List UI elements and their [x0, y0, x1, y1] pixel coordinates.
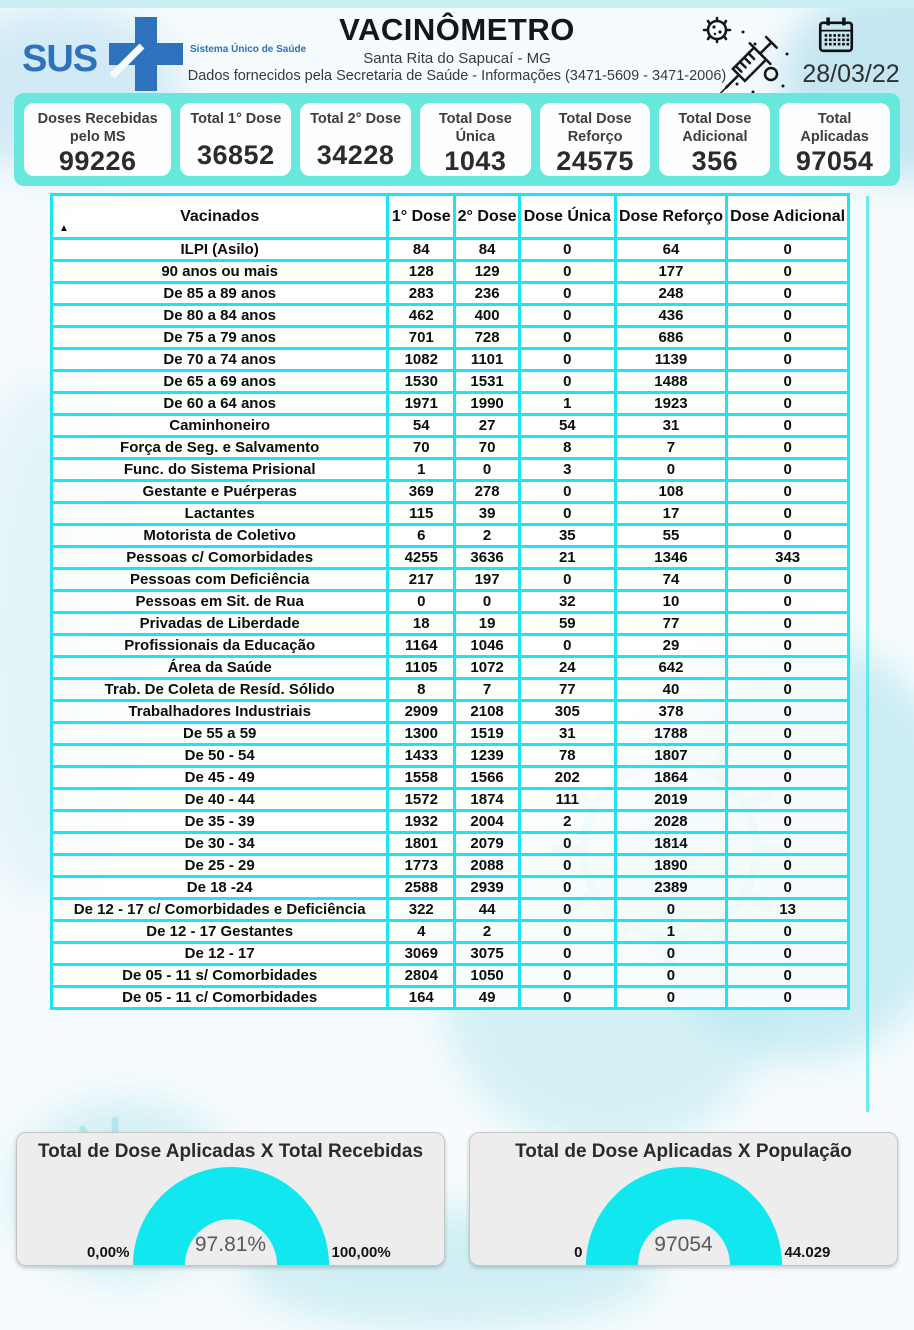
table-row[interactable]: [52, 349, 849, 371]
table-row[interactable]: [52, 371, 849, 393]
row-label: Privadas de Liberdade: [52, 613, 388, 635]
cell-value: 1864: [615, 767, 727, 789]
row-label: Lactantes: [52, 503, 388, 525]
cell-value: 7: [615, 437, 727, 459]
summary-card: [540, 103, 651, 176]
cell-value: 0: [520, 503, 616, 525]
cell-value: 6: [388, 525, 455, 547]
cell-value: 462: [388, 305, 455, 327]
cell-value: 1773: [388, 855, 455, 877]
syringe-virus-icon: [695, 14, 795, 102]
gauge-value: 97.81%: [194, 1233, 267, 1256]
table-row[interactable]: [52, 723, 849, 745]
cell-value: 1519: [455, 723, 520, 745]
summary-bar: [14, 93, 900, 186]
cell-value: 1101: [455, 349, 520, 371]
row-label: De 18 -24: [52, 877, 388, 899]
table-row[interactable]: [52, 833, 849, 855]
page-subtitle-city: Santa Rita do Sapucaí - MG: [363, 50, 551, 67]
cell-value: 0: [520, 327, 616, 349]
cell-value: 0: [520, 943, 616, 965]
cell-value: 2804: [388, 965, 455, 987]
cell-value: 0: [455, 591, 520, 613]
cell-value: 0: [727, 723, 849, 745]
table-row[interactable]: [52, 393, 849, 415]
gauge-min-label: 0: [574, 1244, 583, 1261]
vaccine-table-body: [52, 239, 849, 1009]
cell-value: 2028: [615, 811, 727, 833]
table-row[interactable]: [52, 591, 849, 613]
column-header-vacinados[interactable]: Vacinados ▲: [52, 195, 388, 239]
cell-value: 728: [455, 327, 520, 349]
row-label: De 50 - 54: [52, 745, 388, 767]
cell-value: 31: [520, 723, 616, 745]
cell-value: 1050: [455, 965, 520, 987]
cell-value: 248: [615, 283, 727, 305]
cell-value: 54: [388, 415, 455, 437]
cell-value: 1566: [455, 767, 520, 789]
cell-value: 77: [615, 613, 727, 635]
table-row[interactable]: [52, 987, 849, 1009]
cell-value: 59: [520, 613, 616, 635]
cell-value: 2588: [388, 877, 455, 899]
cell-value: 2004: [455, 811, 520, 833]
page-header: [0, 8, 914, 90]
cell-value: 0: [727, 327, 849, 349]
cell-value: 701: [388, 327, 455, 349]
cell-value: 1530: [388, 371, 455, 393]
cell-value: 1531: [455, 371, 520, 393]
cell-value: 10: [615, 591, 727, 613]
summary-card-value: 99226: [58, 146, 137, 177]
cell-value: 0: [520, 899, 616, 921]
cell-value: 0: [520, 349, 616, 371]
cell-value: 0: [520, 921, 616, 943]
table-row[interactable]: [52, 635, 849, 657]
cell-value: 0: [520, 371, 616, 393]
cell-value: 0: [727, 789, 849, 811]
cell-value: 1: [388, 459, 455, 481]
summary-card: [300, 103, 411, 176]
cell-value: 3069: [388, 943, 455, 965]
cell-value: 0: [727, 349, 849, 371]
row-label: 90 anos ou mais: [52, 261, 388, 283]
cell-value: 2: [455, 921, 520, 943]
cell-value: 400: [455, 305, 520, 327]
cell-value: 642: [615, 657, 727, 679]
cell-value: 1788: [615, 723, 727, 745]
table-row[interactable]: [52, 855, 849, 877]
cell-value: 1932: [388, 811, 455, 833]
row-label: Força de Seg. e Salvamento: [52, 437, 388, 459]
sus-logo-text: SUS: [22, 38, 98, 80]
vaccine-table: [50, 193, 850, 1010]
cell-value: 0: [520, 261, 616, 283]
summary-card: [24, 103, 171, 176]
cell-value: 19: [455, 613, 520, 635]
row-label: ILPI (Asilo): [52, 239, 388, 261]
cell-value: 108: [615, 481, 727, 503]
cell-value: 0: [727, 569, 849, 591]
row-label: Caminhoneiro: [52, 415, 388, 437]
cell-value: 2108: [455, 701, 520, 723]
cell-value: 54: [520, 415, 616, 437]
cell-value: 1082: [388, 349, 455, 371]
table-row[interactable]: [52, 525, 849, 547]
cell-value: 0: [520, 239, 616, 261]
cell-value: 55: [615, 525, 727, 547]
gauge-title: Total de Dose Aplicadas X População: [515, 1141, 852, 1162]
cell-value: 236: [455, 283, 520, 305]
cell-value: 436: [615, 305, 727, 327]
cell-value: 0: [520, 877, 616, 899]
table-row[interactable]: [52, 811, 849, 833]
row-label: De 85 a 89 anos: [52, 283, 388, 305]
cell-value: 0: [727, 283, 849, 305]
row-label: De 35 - 39: [52, 811, 388, 833]
row-label: Pessoas com Deficiência: [52, 569, 388, 591]
cell-value: 1923: [615, 393, 727, 415]
cell-value: 686: [615, 327, 727, 349]
row-label: Motorista de Coletivo: [52, 525, 388, 547]
cell-value: 2939: [455, 877, 520, 899]
table-row[interactable]: [52, 503, 849, 525]
cell-value: 1072: [455, 657, 520, 679]
table-row[interactable]: [52, 767, 849, 789]
cell-value: 24: [520, 657, 616, 679]
column-header-dose-adicional[interactable]: Dose Adicional: [727, 195, 849, 239]
row-label: Pessoas em Sit. de Rua: [52, 591, 388, 613]
cell-value: 177: [615, 261, 727, 283]
cell-value: 1433: [388, 745, 455, 767]
cell-value: 0: [615, 987, 727, 1009]
summary-card-value: 34228: [316, 140, 395, 170]
cell-value: 8: [520, 437, 616, 459]
cell-value: 0: [727, 261, 849, 283]
cell-value: 78: [520, 745, 616, 767]
row-label: Trab. De Coleta de Resíd. Sólido: [52, 679, 388, 701]
cell-value: 0: [727, 745, 849, 767]
cell-value: 0: [727, 811, 849, 833]
cell-value: 1239: [455, 745, 520, 767]
summary-card: [659, 103, 770, 176]
report-date: 28/03/22: [802, 60, 900, 88]
cell-value: 0: [615, 943, 727, 965]
cell-value: 32: [520, 591, 616, 613]
table-row[interactable]: [52, 613, 849, 635]
cell-value: 27: [455, 415, 520, 437]
cell-value: 8: [388, 679, 455, 701]
cell-value: 0: [727, 415, 849, 437]
cell-value: 1300: [388, 723, 455, 745]
cell-value: 17: [615, 503, 727, 525]
table-row[interactable]: [52, 965, 849, 987]
cell-value: 2079: [455, 833, 520, 855]
cell-value: 2: [520, 811, 616, 833]
column-header-dose-reforco[interactable]: Dose Reforço: [615, 195, 727, 239]
cell-value: 18: [388, 613, 455, 635]
gauge-row: [16, 1132, 898, 1266]
table-row[interactable]: [52, 481, 849, 503]
table-row[interactable]: [52, 415, 849, 437]
cell-value: 2019: [615, 789, 727, 811]
sus-logo-subtitle: Sistema Único de Saúde: [190, 44, 307, 55]
cell-value: 1814: [615, 833, 727, 855]
row-label: De 75 a 79 anos: [52, 327, 388, 349]
summary-card: [420, 103, 531, 176]
row-label: De 65 a 69 anos: [52, 371, 388, 393]
cell-value: 0: [520, 569, 616, 591]
cell-value: 64: [615, 239, 727, 261]
row-label: De 12 - 17 c/ Comorbidades e Deficiência: [52, 899, 388, 921]
cell-value: 0: [727, 767, 849, 789]
table-row[interactable]: [52, 943, 849, 965]
summary-card: [779, 103, 890, 176]
summary-card-value: 97054: [795, 146, 874, 177]
cell-value: 305: [520, 701, 616, 723]
cell-value: 1046: [455, 635, 520, 657]
table-row[interactable]: [52, 745, 849, 767]
cell-value: 0: [727, 921, 849, 943]
cell-value: 1990: [455, 393, 520, 415]
cell-value: 84: [388, 239, 455, 261]
row-label: De 70 a 74 anos: [52, 349, 388, 371]
cell-value: 0: [727, 943, 849, 965]
table-row[interactable]: [52, 679, 849, 701]
row-label: De 25 - 29: [52, 855, 388, 877]
cell-value: 2909: [388, 701, 455, 723]
table-row[interactable]: [52, 459, 849, 481]
cell-value: 283: [388, 283, 455, 305]
cell-value: 0: [727, 987, 849, 1009]
table-row[interactable]: [52, 569, 849, 591]
sort-ascending-icon[interactable]: ▲: [59, 223, 69, 234]
cell-value: 0: [455, 459, 520, 481]
cell-value: 0: [727, 701, 849, 723]
summary-card-label: Total Dose Única: [438, 111, 512, 146]
cell-value: 0: [727, 437, 849, 459]
row-label: Trabalhadores Industriais: [52, 701, 388, 723]
table-frame-line: [866, 196, 869, 1112]
cell-value: 0: [520, 305, 616, 327]
summary-card-label: Total Dose Reforço: [558, 111, 632, 146]
cell-value: 322: [388, 899, 455, 921]
cell-value: 0: [727, 503, 849, 525]
cell-value: 21: [520, 547, 616, 569]
cell-value: 70: [455, 437, 520, 459]
cell-value: 0: [727, 657, 849, 679]
cell-value: 29: [615, 635, 727, 657]
row-label: De 12 - 17 Gestantes: [52, 921, 388, 943]
table-row[interactable]: [52, 701, 849, 723]
cell-value: 84: [455, 239, 520, 261]
cell-value: 77: [520, 679, 616, 701]
cell-value: 0: [520, 833, 616, 855]
cell-value: 0: [520, 283, 616, 305]
cell-value: 0: [727, 965, 849, 987]
cell-value: 0: [520, 635, 616, 657]
summary-card-label: Doses Recebidas pelo MS: [37, 111, 158, 146]
cell-value: 2088: [455, 855, 520, 877]
cell-value: 2389: [615, 877, 727, 899]
cell-value: 202: [520, 767, 616, 789]
cell-value: 278: [455, 481, 520, 503]
cell-value: 115: [388, 503, 455, 525]
cell-value: 0: [727, 855, 849, 877]
cell-value: 1346: [615, 547, 727, 569]
summary-card-value: 1043: [444, 146, 507, 177]
cell-value: 1488: [615, 371, 727, 393]
gauge-value: 97054: [654, 1233, 713, 1256]
table-row[interactable]: [52, 305, 849, 327]
cell-value: 0: [727, 525, 849, 547]
row-label: Área da Saúde: [52, 657, 388, 679]
gauge-min-label: 0,00%: [86, 1244, 130, 1261]
gauge-title: Total de Dose Aplicadas X Total Recebidas: [37, 1141, 424, 1162]
page-title: VACINÔMETRO: [339, 12, 575, 47]
cell-value: 0: [727, 371, 849, 393]
cell-value: 1164: [388, 635, 455, 657]
cell-value: 1890: [615, 855, 727, 877]
row-label: De 45 - 49: [52, 767, 388, 789]
cell-value: 0: [520, 481, 616, 503]
cell-value: 0: [727, 833, 849, 855]
row-label: De 55 a 59: [52, 723, 388, 745]
cell-value: 3075: [455, 943, 520, 965]
cell-value: 1971: [388, 393, 455, 415]
table-row[interactable]: [52, 327, 849, 349]
cell-value: 44: [455, 899, 520, 921]
summary-card-value: 36852: [197, 140, 275, 170]
cell-value: 0: [520, 855, 616, 877]
cell-value: 70: [388, 437, 455, 459]
table-row[interactable]: [52, 261, 849, 283]
cell-value: 0: [727, 679, 849, 701]
cell-value: 217: [388, 569, 455, 591]
column-header-dose1[interactable]: 1° Dose: [388, 195, 455, 239]
table-row[interactable]: [52, 283, 849, 305]
cell-value: 0: [727, 635, 849, 657]
cell-value: 4: [388, 921, 455, 943]
cell-value: 3: [520, 459, 616, 481]
cell-value: 0: [615, 899, 727, 921]
row-label: De 05 - 11 s/ Comorbidades: [52, 965, 388, 987]
cell-value: 129: [455, 261, 520, 283]
cell-value: 1105: [388, 657, 455, 679]
cell-value: 49: [455, 987, 520, 1009]
summary-card-label: Total 1° Dose: [190, 111, 282, 127]
summary-card-label: Total Aplicadas: [800, 111, 869, 146]
cell-value: 111: [520, 789, 616, 811]
cell-value: 1558: [388, 767, 455, 789]
row-label: De 12 - 17: [52, 943, 388, 965]
cell-value: 0: [727, 877, 849, 899]
calendar-icon: [815, 14, 857, 56]
cell-value: 2: [455, 525, 520, 547]
cell-value: 40: [615, 679, 727, 701]
cell-value: 164: [388, 987, 455, 1009]
cell-value: 1874: [455, 789, 520, 811]
cell-value: 0: [520, 965, 616, 987]
cell-value: 0: [615, 459, 727, 481]
cell-value: 1: [615, 921, 727, 943]
page-subtitle-info: Dados fornecidos pela Secretaria de Saúde - Informações (3471-5609 - 3471-2006): [187, 68, 727, 84]
row-label: De 80 a 84 anos: [52, 305, 388, 327]
cell-value: 0: [520, 987, 616, 1009]
cell-value: 0: [388, 591, 455, 613]
table-row[interactable]: [52, 547, 849, 569]
gauge-max-label: 100,00%: [331, 1244, 391, 1261]
gauge-max-label: 44.029: [784, 1244, 831, 1261]
summary-card-label: Total 2° Dose: [310, 111, 402, 127]
cell-value: 13: [727, 899, 849, 921]
table-row[interactable]: [52, 437, 849, 459]
cell-value: 369: [388, 481, 455, 503]
column-header-dose2[interactable]: 2° Dose: [455, 195, 520, 239]
cell-value: 0: [727, 305, 849, 327]
gauge-doses-vs-received: [16, 1132, 445, 1266]
vaccine-table-header: [52, 195, 849, 239]
cell-value: 1139: [615, 349, 727, 371]
cell-value: 0: [727, 481, 849, 503]
row-label: Profissionais da Educação: [52, 635, 388, 657]
cell-value: 31: [615, 415, 727, 437]
cell-value: 39: [455, 503, 520, 525]
cell-value: 74: [615, 569, 727, 591]
cell-value: 0: [727, 393, 849, 415]
cell-value: 0: [727, 591, 849, 613]
cell-value: 1807: [615, 745, 727, 767]
table-row[interactable]: [52, 877, 849, 899]
table-row[interactable]: [52, 921, 849, 943]
summary-card-label: Total Dose Adicional: [678, 111, 752, 146]
cell-value: 378: [615, 701, 727, 723]
row-label: Func. do Sistema Prisional: [52, 459, 388, 481]
cell-value: 0: [615, 965, 727, 987]
table-row[interactable]: [52, 789, 849, 811]
cell-value: 343: [727, 547, 849, 569]
summary-card-value: 356: [691, 146, 739, 177]
summary-card-value: 24575: [556, 146, 634, 177]
cell-value: 0: [727, 459, 849, 481]
cell-value: 7: [455, 679, 520, 701]
top-accent-strip: [0, 0, 914, 8]
cell-value: 1572: [388, 789, 455, 811]
table-row[interactable]: [52, 657, 849, 679]
row-label: De 40 - 44: [52, 789, 388, 811]
table-row[interactable]: [52, 899, 849, 921]
row-label: De 30 - 34: [52, 833, 388, 855]
row-label: Gestante e Puérperas: [52, 481, 388, 503]
summary-card: [180, 103, 291, 176]
row-label: De 05 - 11 c/ Comorbidades: [52, 987, 388, 1009]
cell-value: 1: [520, 393, 616, 415]
row-label: Pessoas c/ Comorbidades: [52, 547, 388, 569]
gauge-doses-vs-population: [469, 1132, 898, 1266]
cell-value: 35: [520, 525, 616, 547]
row-label: De 60 a 64 anos: [52, 393, 388, 415]
cell-value: 4255: [388, 547, 455, 569]
cell-value: 3636: [455, 547, 520, 569]
cell-value: 128: [388, 261, 455, 283]
cell-value: 1801: [388, 833, 455, 855]
table-row[interactable]: [52, 239, 849, 261]
cell-value: 197: [455, 569, 520, 591]
cell-value: 0: [727, 239, 849, 261]
cell-value: 0: [727, 613, 849, 635]
column-header-dose-unica[interactable]: Dose Única: [520, 195, 616, 239]
